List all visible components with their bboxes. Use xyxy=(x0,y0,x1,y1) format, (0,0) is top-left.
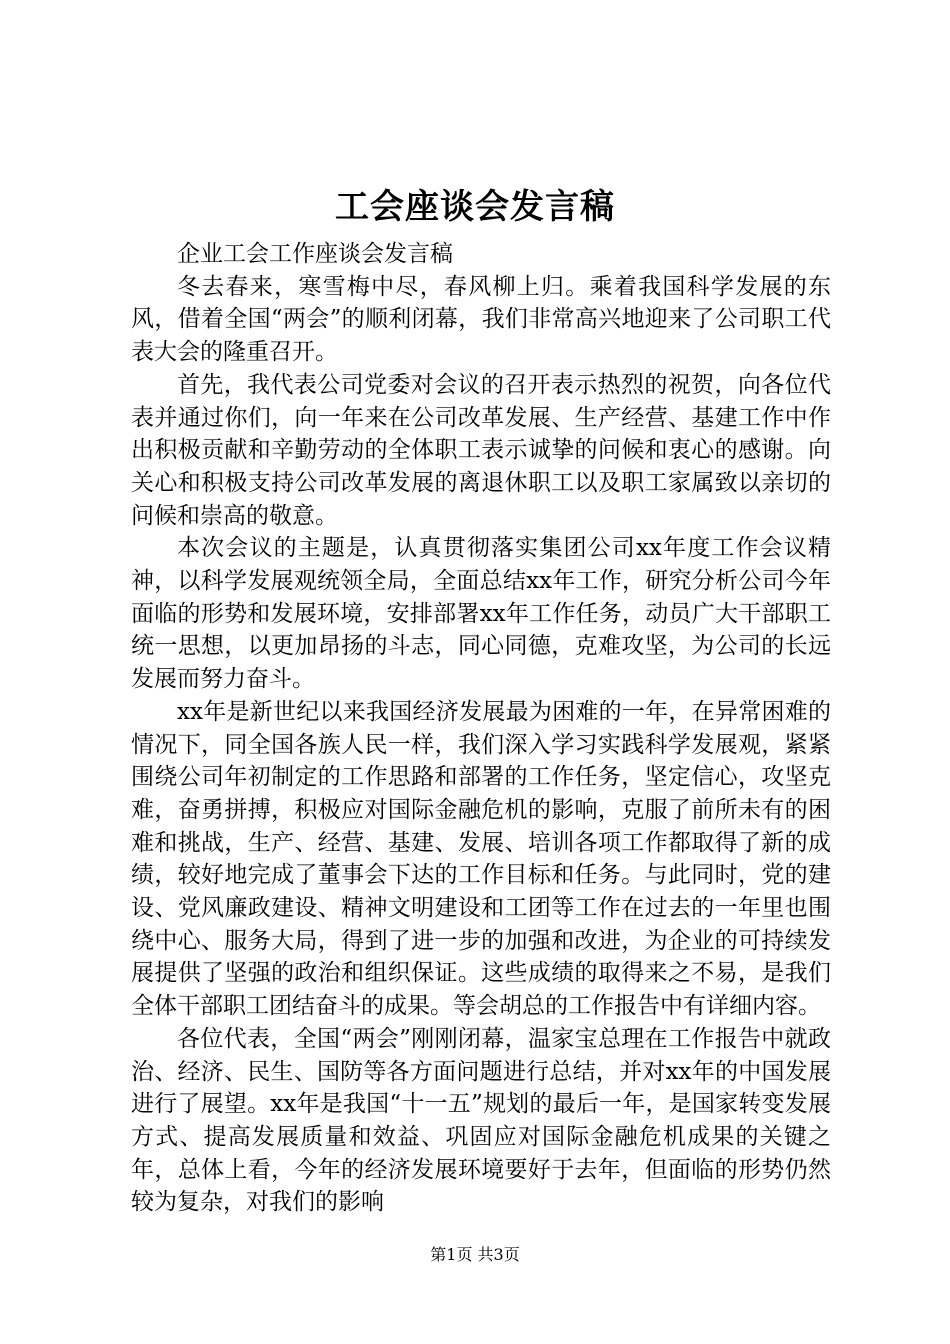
paragraph: 本次会议的主题是，认真贯彻落实集团公司xx年度工作会议精神，以科学发展观统领全局，全面总结xx年工作，研究分析公司今年面临的形势和发展环境，安排部署xx年工作任务，动员广大干部职工统一思想，以更加昂扬的斗志，同心同德，克难攻坚，为公司的长远发展而努力奋斗。 xyxy=(131,535,831,693)
paragraph: 首先，我代表公司党委对会议的召开表示热烈的祝贺，向各位代表并通过你们，向一年来在公司改革发展、生产经营、基建工作中作出积极贡献和辛勤劳动的全体职工表示诚挚的问候和衷心的感谢。向关心和积极支持公司改革发展的离退休职工以及职工家属致以亲切的问候和崇高的敬意。 xyxy=(131,371,831,529)
paragraph: xx年是新世纪以来我国经济发展最为困难的一年，在异常困难的情况下，同全国各族人民一样，我们深入学习实践科学发展观，紧紧围绕公司年初制定的工作思路和部署的工作任务，坚定信心，攻坚克难，奋勇拼搏，积极应对国际金融危机的影响，克服了前所未有的困难和挑战，生产、经营、基建、发展、培训各项工作都取得了新的成绩，较好地完成了董事会下达的工作目标和任务。与此同时，党的建设、党风廉政建设、精神文明建设和工团等工作在过去的一年里也围绕中心、服务大局，得到了进一步的加强和改进，为企业的可持续发展提供了坚强的政治和组织保证。这些成绩的取得来之不易，是我们全体干部职工团结奋斗的成果。等会胡总的工作报告中有详细内容。 xyxy=(131,698,831,1020)
paragraph: 冬去春来，寒雪梅中尽，春风柳上归。乘着我国科学发展的东风，借着全国“两会”的顺利闭幕，我们非常高兴地迎来了公司职工代表大会的隆重召开。 xyxy=(131,273,831,366)
page-footer: 第1页 共3页 xyxy=(430,1245,520,1264)
subtitle-paragraph: 企业工会工作座谈会发言稿 xyxy=(177,241,453,267)
paragraph: 各位代表，全国“两会”刚刚闭幕，温家宝总理在工作报告中就政治、经济、民生、国防等各方面问题进行总结，并对xx年的中国发展进行了展望。xx年是我国“十一五”规划的最后一年，是国家转变发展方式、提高发展质量和效益、巩固应对国际金融危机成果的关键之年，总体上看，今年的经济发展环境要好于去年，但面临的形势仍然较为复杂，对我们的影响 xyxy=(131,1025,831,1216)
page-title: 工会座谈会发言稿 xyxy=(335,187,615,227)
document-body xyxy=(131,238,831,1219)
